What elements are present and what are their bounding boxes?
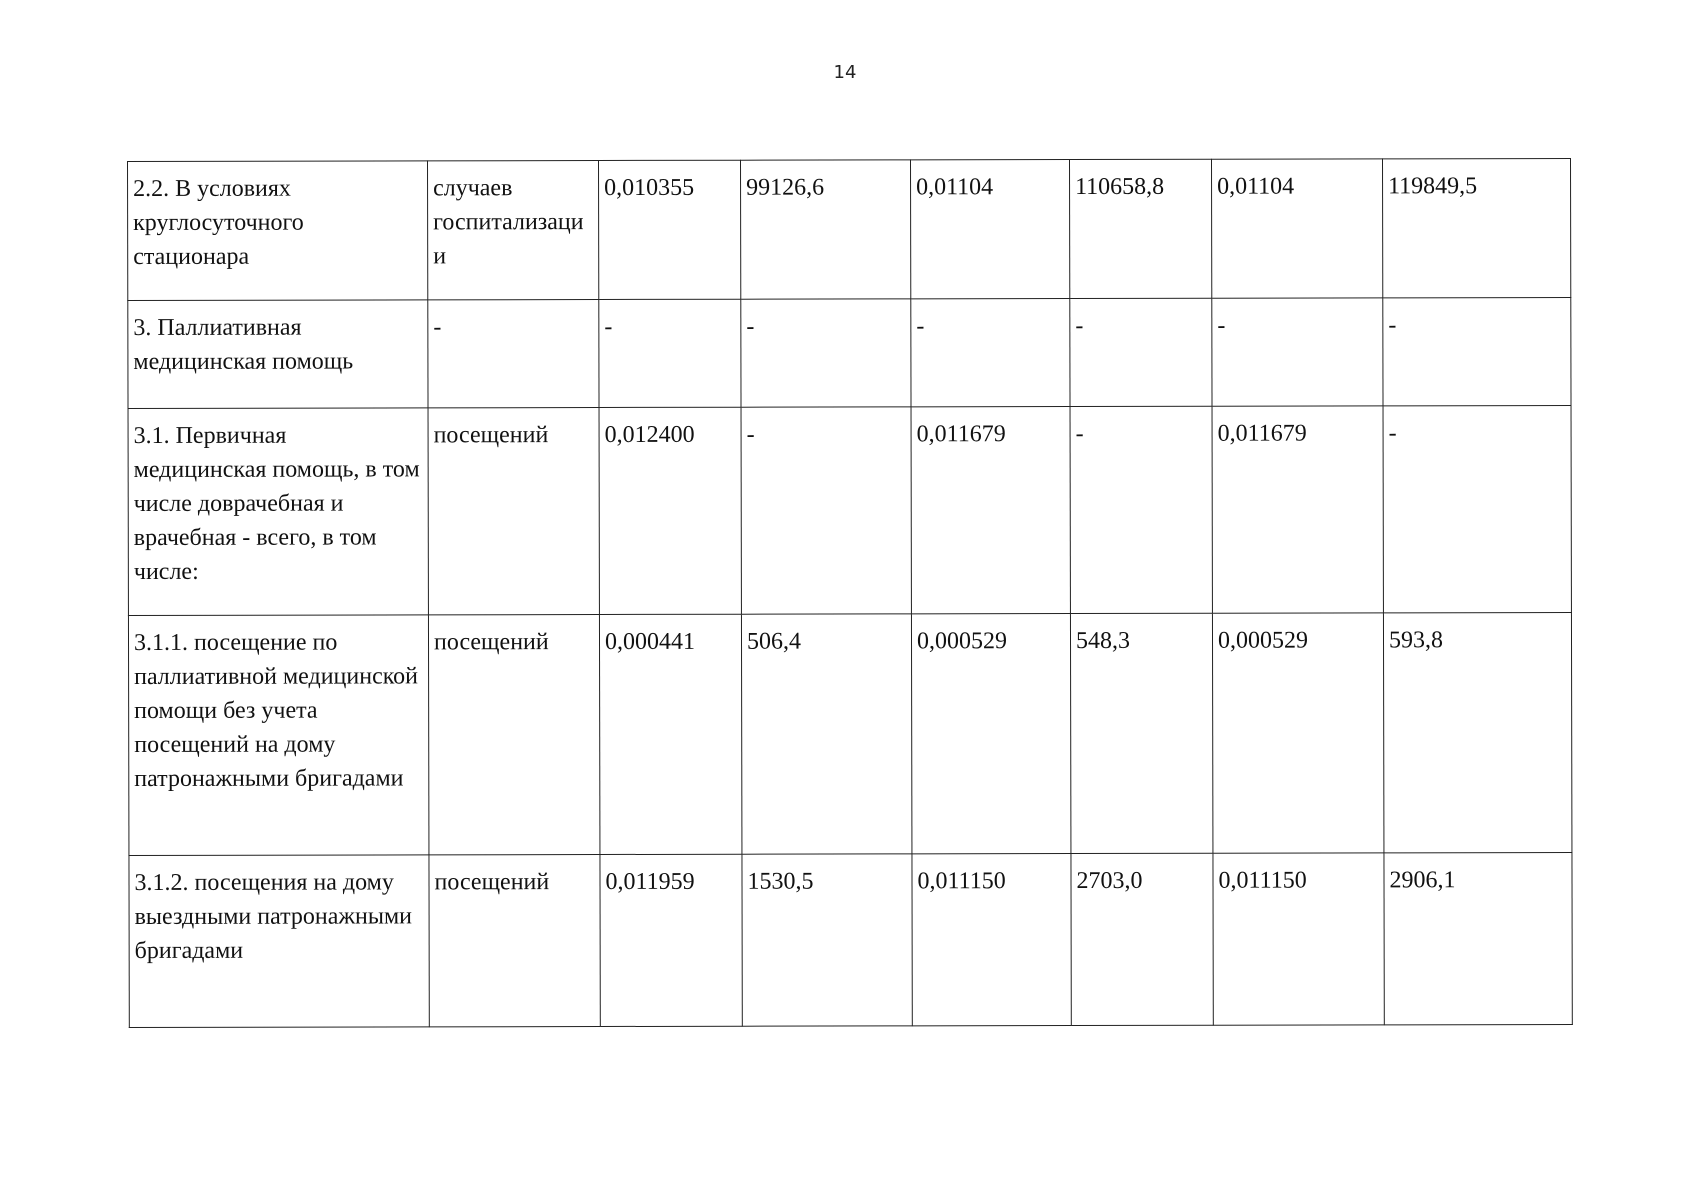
value-cell: - <box>741 299 911 407</box>
value-cell: 119849,5 <box>1382 158 1570 297</box>
value-cell: - <box>599 299 741 407</box>
row-name-cell: 3.1.2. посещения на дому выездными патронажными бригадами <box>129 855 429 1028</box>
value-cell: - <box>741 407 911 614</box>
value-cell: 0,010355 <box>599 160 741 299</box>
value-cell: 1530,5 <box>742 854 912 1026</box>
value-cell: 0,011150 <box>1213 853 1384 1025</box>
value-cell: 0,000441 <box>599 614 742 854</box>
unit-cell: посещений <box>428 615 600 855</box>
table-row <box>128 612 1571 855</box>
row-name-cell: 3.1.1. посещение по паллиативной медицинской помощи без учета посещений на дому патронажными бригадами <box>128 615 429 856</box>
value-cell: - <box>1383 297 1571 405</box>
value-cell: - <box>911 299 1070 407</box>
row-name-cell: 3. Паллиативная медицинская помощь <box>128 300 428 409</box>
value-cell: 506,4 <box>741 614 912 854</box>
value-cell: 0,01104 <box>1211 159 1382 298</box>
unit-cell: - <box>428 300 599 408</box>
value-cell: - <box>1070 298 1212 406</box>
table-row <box>129 852 1572 1027</box>
value-cell: 99126,6 <box>740 160 910 299</box>
unit-cell: посещений <box>428 408 599 615</box>
value-cell: 0,000529 <box>911 614 1071 854</box>
value-cell: 0,01104 <box>910 160 1069 299</box>
value-cell: - <box>1212 298 1383 406</box>
value-cell: 2906,1 <box>1384 852 1572 1024</box>
value-cell: 110658,8 <box>1069 159 1211 298</box>
data-table <box>127 158 1573 1028</box>
row-name-cell: 2.2. В условиях круглосуточного стационара <box>128 161 428 301</box>
value-cell: - <box>1070 406 1212 613</box>
value-cell: 593,8 <box>1383 612 1572 852</box>
value-cell: 0,011679 <box>1212 406 1383 613</box>
table-row <box>128 297 1571 408</box>
value-cell: - <box>1383 405 1571 612</box>
value-cell: 548,3 <box>1070 613 1213 853</box>
table-row <box>128 405 1571 615</box>
value-cell: 0,011959 <box>600 854 742 1026</box>
value-cell: 2703,0 <box>1071 853 1213 1025</box>
table-row <box>128 158 1571 300</box>
value-cell: 0,012400 <box>599 407 741 614</box>
value-cell: 0,000529 <box>1212 613 1384 853</box>
unit-cell: посещений <box>429 855 600 1027</box>
page-number: 14 <box>833 62 857 83</box>
row-name-cell: 3.1. Первичная медицинская помощь, в том числе доврачебная и врачебная - всего, в том числе: <box>128 408 428 616</box>
unit-cell: случаев госпитализации <box>428 161 599 300</box>
value-cell: 0,011150 <box>912 854 1071 1026</box>
value-cell: 0,011679 <box>911 407 1070 614</box>
